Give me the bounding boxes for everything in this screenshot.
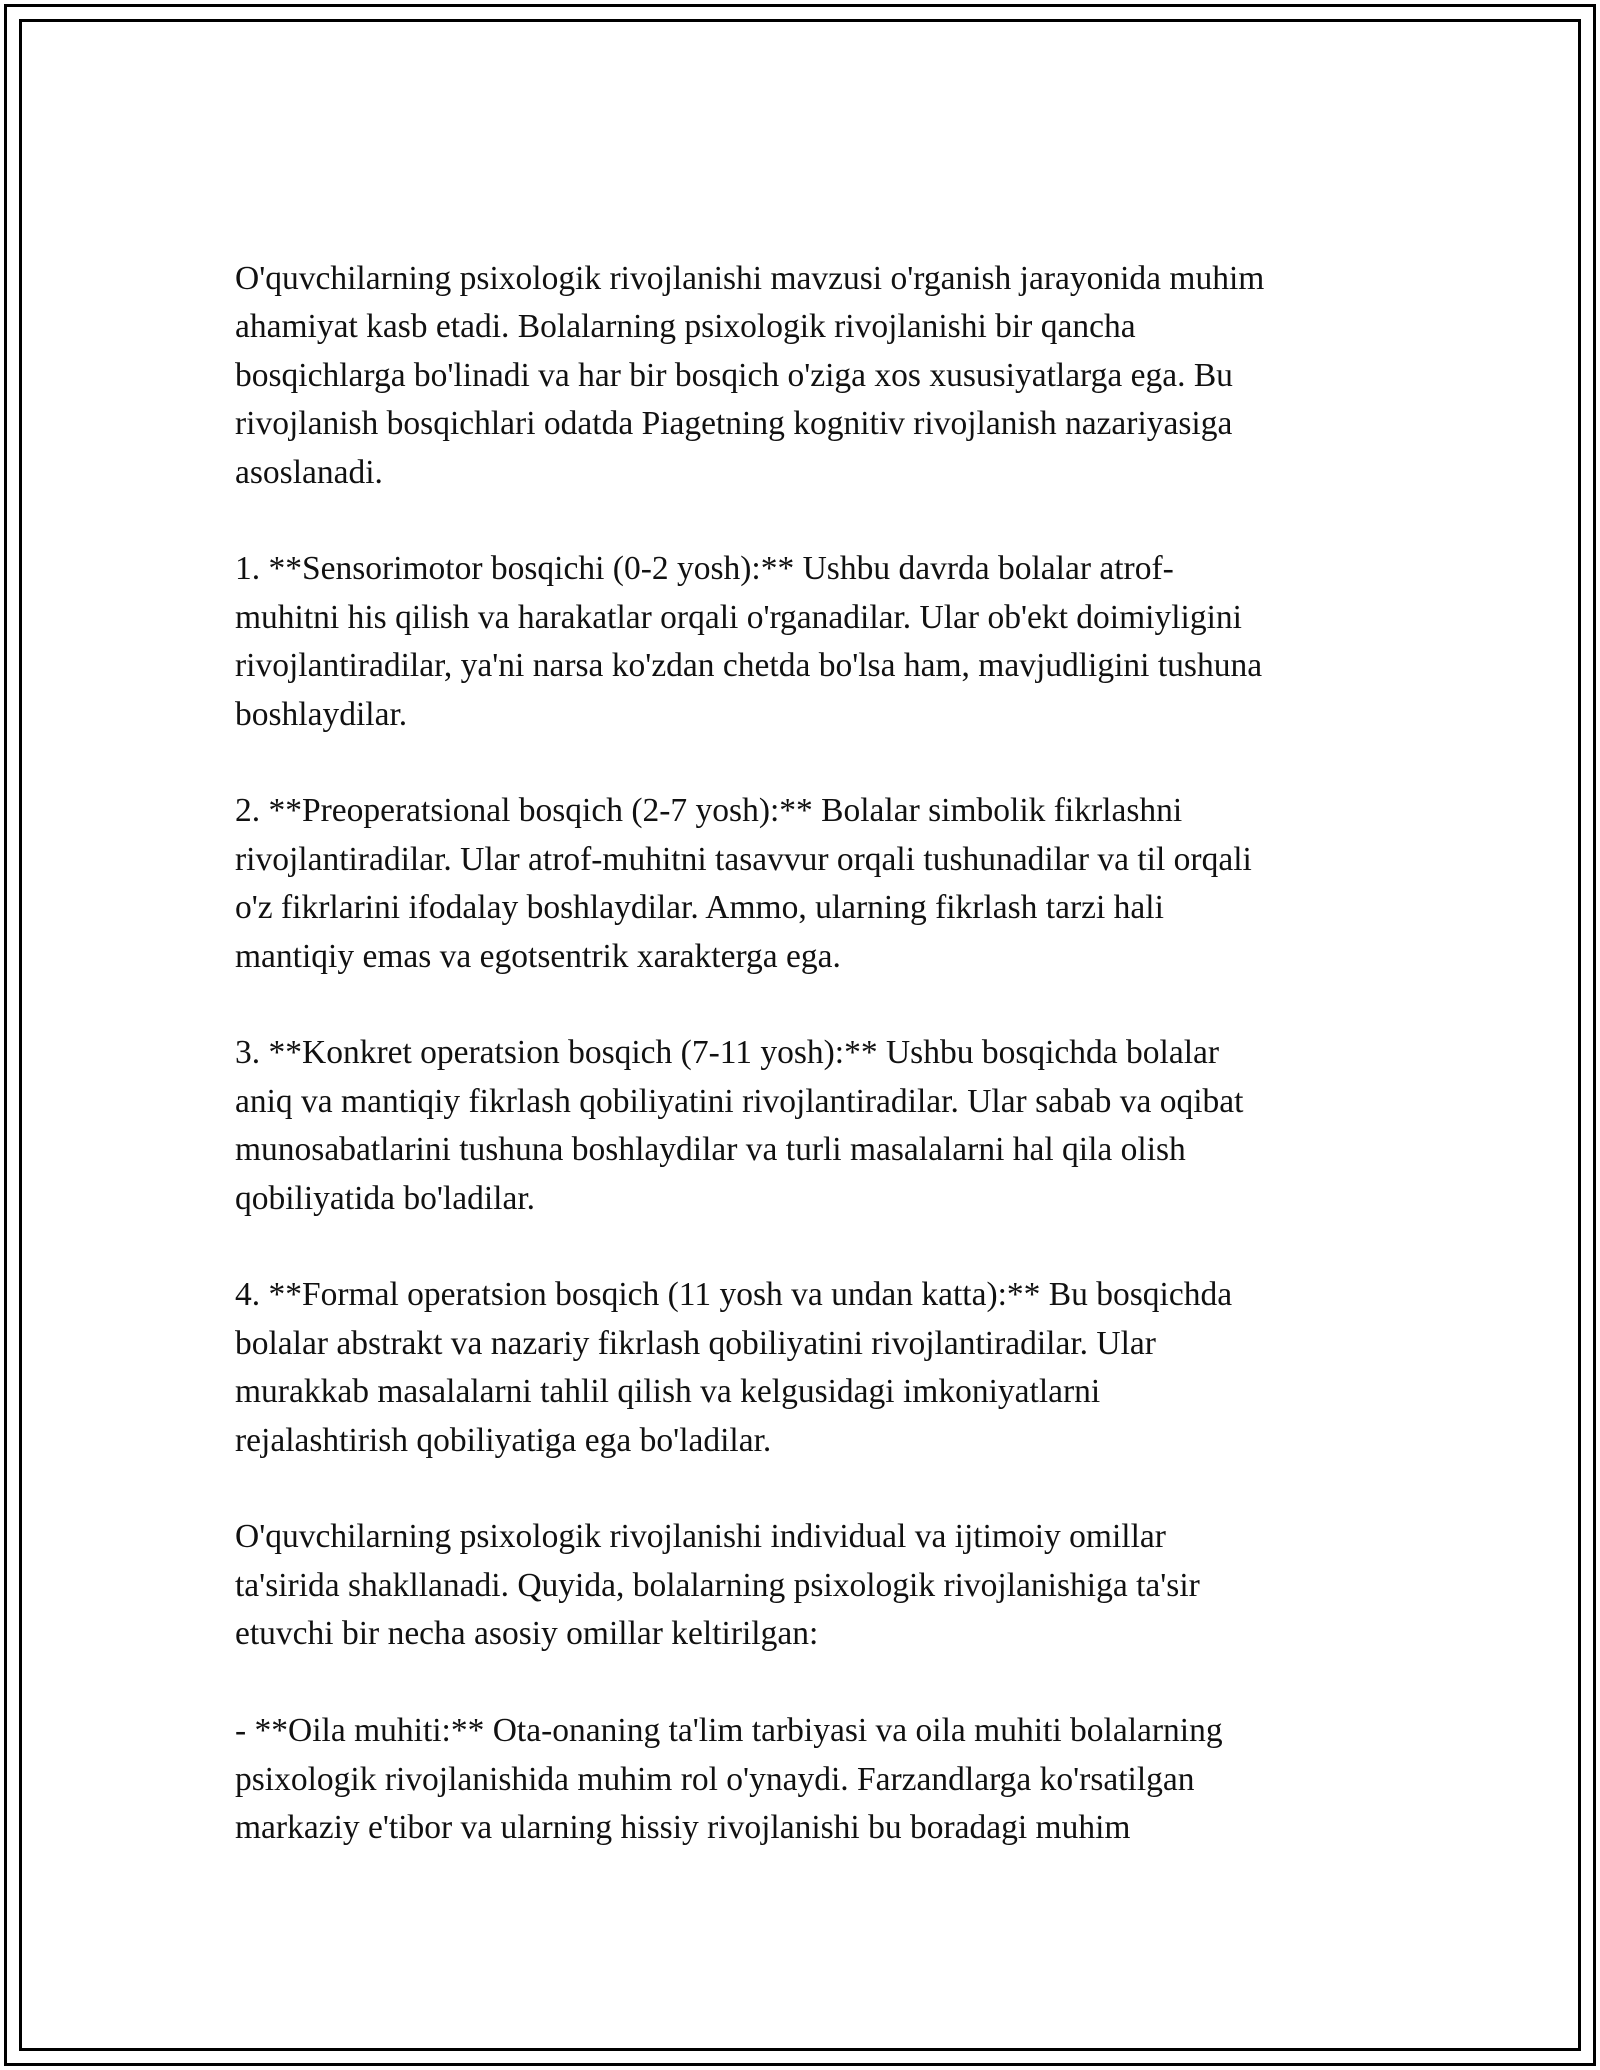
paragraph-factors-intro (235, 1513, 1375, 1658)
text-line: 2. **Preoperatsional bosqich (2-7 yosh):** Bolalar simbolik fikrlashni (235, 792, 1183, 830)
text-line: munosabatlarini tushuna boshlaydilar va turli masalalarni hal qila olish (235, 1131, 1186, 1169)
text-line: boshlaydilar. (235, 695, 408, 733)
text-line: qobiliyatida bo'ladilar. (235, 1179, 536, 1217)
text-line: 1. **Sensorimotor bosqichi (0-2 yosh):** Ushbu davrda bolalar atrof- (235, 550, 1174, 588)
text-line: aniq va mantiqiy fikrlash qobiliyatini rivojlantiradilar. Ular sabab va oqibat (235, 1082, 1244, 1120)
text-line: - **Oila muhiti:** Ota-onaning ta'lim tarbiyasi va oila muhiti bolalarning (235, 1712, 1223, 1750)
text-line: markaziy e'tibor va ularning hissiy rivojlanishi bu boradagi muhim (235, 1808, 1131, 1846)
text-line: rejalashtirish qobiliyatiga ega bo'ladilar. (235, 1421, 772, 1459)
paragraph-stage-3 (235, 1029, 1375, 1223)
text-line: bolalar abstrakt va nazariy fikrlash qobiliyatini rivojlantiradilar. Ular (235, 1324, 1156, 1362)
text-line: 4. **Formal operatsion bosqich (11 yosh va undan katta):** Bu bosqichda (235, 1276, 1233, 1314)
text-line: rivojlantiradilar, ya'ni narsa ko'zdan chetda bo'lsa ham, mavjudligini tushuna (235, 647, 1263, 685)
paragraph-family-environment (235, 1707, 1375, 1852)
paragraph-gap (235, 1465, 1375, 1513)
text-line: rivojlantiradilar. Ular atrof-muhitni tasavvur orqali tushunadilar va til orqali (235, 840, 1252, 878)
paragraph-gap (235, 981, 1375, 1029)
text-line: mantiqiy emas va egotsentrik xarakterga ega. (235, 937, 841, 975)
paragraph-gap (235, 497, 1375, 545)
text-line: ta'sirida shakllanadi. Quyida, bolalarning psixologik rivojlanishiga ta'sir (235, 1566, 1200, 1604)
paragraph-gap (235, 1223, 1375, 1271)
text-line: psixologik rivojlanishida muhim rol o'ynaydi. Farzandlarga ko'rsatilgan (235, 1760, 1195, 1798)
text-line: etuvchi bir necha asosiy omillar keltirilgan: (235, 1615, 819, 1653)
text-line: muhitni his qilish va harakatlar orqali o'rganadilar. Ular ob'ekt doimiyligini (235, 598, 1242, 636)
text-line: ahamiyat kasb etadi. Bolalarning psixologik rivojlanishi bir qancha (235, 308, 1136, 346)
paragraph-stage-1 (235, 545, 1375, 739)
paragraph-gap (235, 1659, 1375, 1707)
text-line: murakkab masalalarni tahlil qilish va kelgusidagi imkoniyatlarni (235, 1373, 1101, 1411)
text-line: O'quvchilarning psixologik rivojlanishi individual va ijtimoiy omillar (235, 1518, 1166, 1556)
text-line: asoslanadi. (235, 453, 383, 491)
text-line: o'z fikrlarini ifodalay boshlaydilar. Ammo, ularning fikrlash tarzi hali (235, 889, 1164, 927)
document-body (235, 255, 1375, 1852)
text-line: O'quvchilarning psixologik rivojlanishi mavzusi o'rganish jarayonida muhim (235, 260, 1265, 297)
paragraph-gap (235, 739, 1375, 787)
text-line: bosqichlarga bo'linadi va har bir bosqich o'ziga xos xususiyatlarga ega. Bu (235, 356, 1233, 394)
text-line: 3. **Konkret operatsion bosqich (7-11 yosh):** Ushbu bosqichda bolalar (235, 1034, 1220, 1072)
paragraph-intro (235, 255, 1375, 497)
paragraph-stage-4 (235, 1271, 1375, 1465)
text-line: rivojlanish bosqichlari odatda Piagetning kognitiv rivojlanish nazariyasiga (235, 405, 1233, 443)
paragraph-stage-2 (235, 787, 1375, 981)
